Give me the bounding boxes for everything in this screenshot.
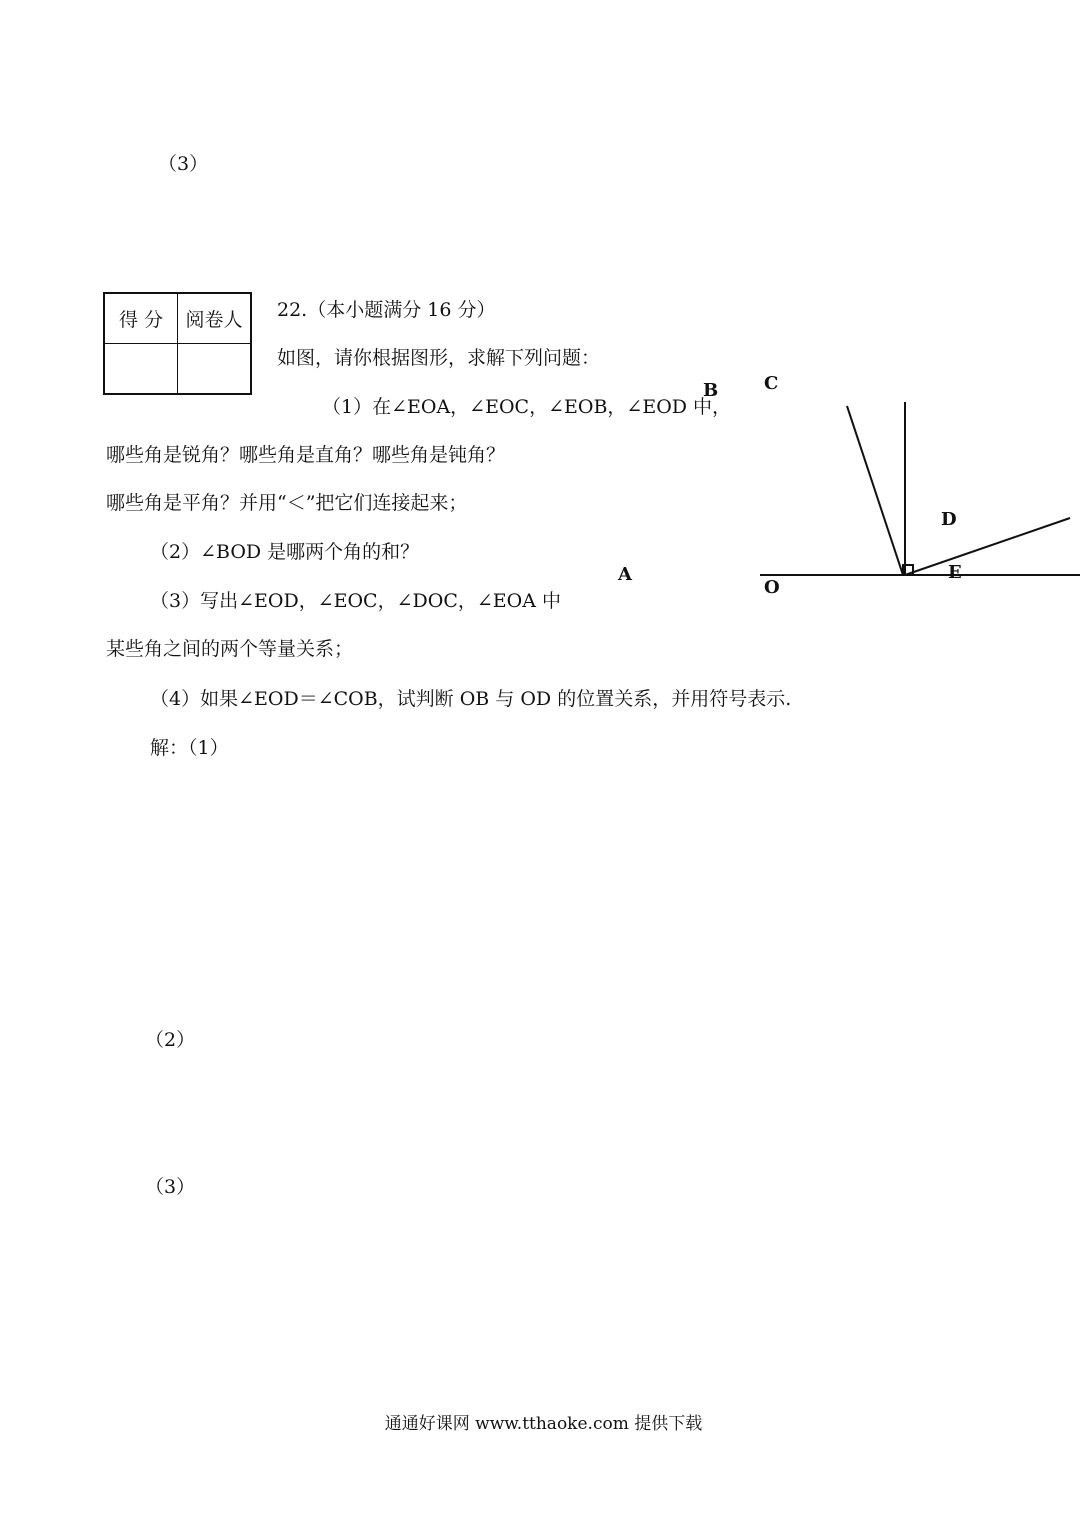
point-label-b: B: [703, 380, 719, 401]
score-cell[interactable]: [104, 344, 178, 395]
answer-label-1: 解：（1）: [150, 737, 229, 759]
answer-label-2: （2）: [145, 1029, 196, 1051]
grader-header: 阅卷人: [178, 293, 252, 344]
score-header: 得 分: [104, 293, 178, 344]
point-label-c: C: [764, 373, 779, 394]
question-title: 22.（本小题满分 16 分）: [277, 299, 496, 321]
part3-line1: （3）写出∠EOD，∠EOC，∠DOC，∠EOA 中: [150, 590, 561, 612]
previous-part-label: （3）: [158, 153, 209, 175]
part3-line2: 某些角之间的两个等量关系；: [106, 638, 354, 660]
part1-line1: （1）在∠EOA，∠EOC，∠EOB，∠EOD 中，: [322, 396, 732, 418]
part2-text: （2）∠BOD 是哪两个角的和？: [150, 541, 420, 563]
grader-cell[interactable]: [178, 344, 252, 395]
answer-label-3: （3）: [145, 1176, 196, 1198]
point-label-o: O: [764, 577, 780, 598]
footer-credit: 通通好课网 www.tthaoke.com 提供下载: [384, 1414, 703, 1434]
angle-figure: [618, 370, 1087, 610]
point-label-d: D: [941, 509, 957, 530]
part4-text: （4）如果∠EOD＝∠COB，试判断 OB 与 OD 的位置关系，并用符号表示.: [150, 688, 792, 710]
ray-od: [905, 518, 1070, 575]
part1-line2: 哪些角是锐角？哪些角是直角？哪些角是钝角？: [106, 444, 506, 466]
point-label-e: E: [948, 562, 962, 583]
point-label-a: A: [618, 564, 632, 585]
score-table: [103, 292, 252, 395]
question-intro: 如图，请你根据图形，求解下列问题：: [277, 347, 601, 369]
part1-line3: 哪些角是平角？并用“＜”把它们连接起来；: [106, 492, 468, 514]
ray-ob: [847, 406, 903, 575]
